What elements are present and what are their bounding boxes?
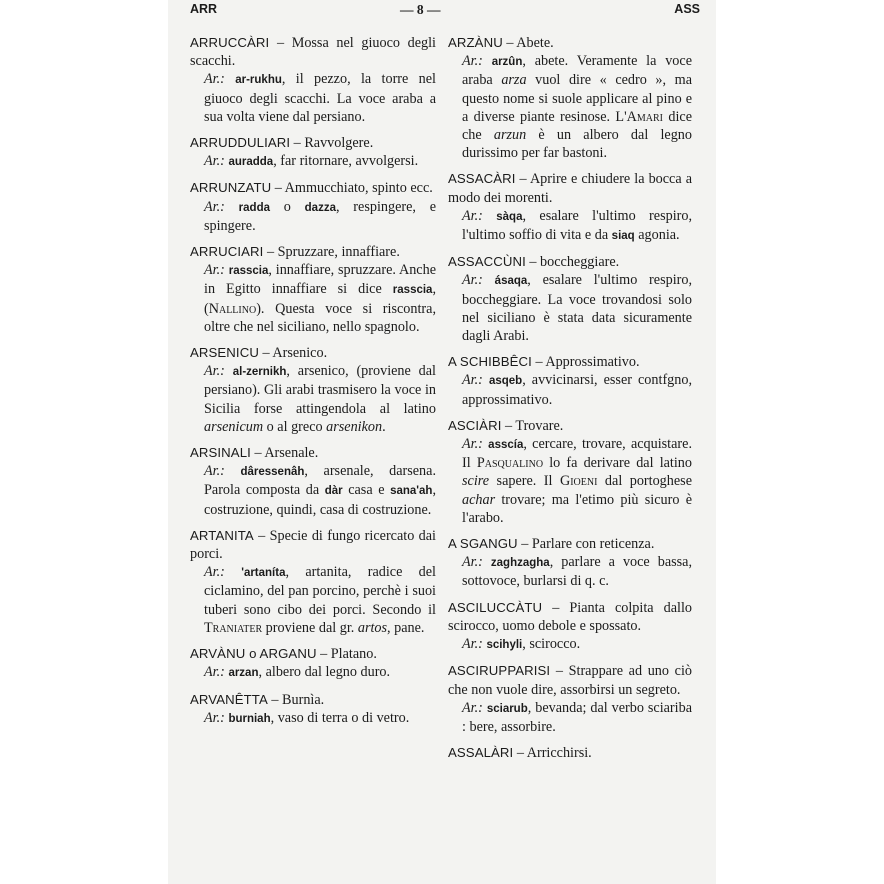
arabic-word: zaghzagha [490,557,550,570]
page-number: — 8 — [400,2,441,17]
greek-word: artos [357,619,388,636]
definition: Spruzzare, innaffiare. [277,244,400,261]
entry-headline: ARRUCCÀRI – Mossa nel giuoco degli scacchi. [190,35,436,70]
arabic-word: auradda [228,156,274,169]
entry-headline: ARRUDDULIARI – Ravvolgere. [190,135,374,152]
arabic-word: al-zernikh [232,366,287,379]
headword: ARRUCIARI [190,244,264,260]
entry-headline: ARZÀNU – Abete. [448,35,554,51]
headword: ASSACCÙNI [448,254,526,270]
headword: ASSALÀRI [448,745,514,761]
arabic-word: siaq [611,230,635,243]
page-header [190,2,700,22]
entry-headline: ASCILUCCÀTU – Pianta colpita dallo scirocco, uomo debole e spossato. [448,599,693,634]
entry-artanita [190,527,436,637]
entry-arruccari [190,34,436,126]
etymology: Ar.: rasscia, innaffiare, spruzzare. Anche in Egitto innaffiare si dice rasscia, (Nallino). Questa voce si riscontra, oltre che nel siciliano, nello spagnolo. [204,262,436,335]
author-name: Amari [626,108,663,125]
headword: ARVÀNU o ARGANU [190,646,317,662]
header-left-guide: ARR [190,2,218,16]
entry-headline: A SGANGU – Parlare con reticenza. [448,536,655,553]
left-column [190,34,436,736]
portuguese-word: achar [462,491,496,508]
etymology: Ar.: asscía, cercare, trovare, acquistare. Il Pasqualino lo fa derivare dal latino scire sapere. Il Gioeni dal portoghese achar trovare; ma l'etimo più sicuro è l'arabo. [462,436,692,526]
definition: Arricchirsi. [526,745,592,762]
entry-arsenicu [190,344,436,436]
entry-a-schibbeci [448,353,692,409]
entry-assacari [448,170,692,245]
arabic-word: radda [238,201,270,214]
definition: Arsenico. [272,345,328,362]
entry-arrunzatu [190,179,436,235]
author-name: Traniater [204,619,263,636]
etymology: Ar.: ar-rukhu, il pezzo, la torre nel giuoco degli scacchi. La voce araba a sua volta viene dal persiano. [204,71,436,125]
headword: ARZÀNU [448,35,503,50]
latin-word: arsenicum [204,418,264,435]
definition: Trovare. [515,417,564,434]
etymology: Ar.: auradda, far ritornare, avvolgersi. [204,153,419,170]
entry-assalari [448,744,692,762]
header-right-guide: ASS [674,2,700,16]
definition: Parlare con reticenza. [531,536,655,553]
entry-headline: ASSACÀRI – Aprire e chiudere la bocca a modo dei morenti. [448,171,693,206]
definition: Specie di fungo ricercato dai porci. [190,527,436,563]
entry-headline: A SCHIBBÊCI – Approssimativo. [448,354,640,371]
definition: Aprire e chiudere la bocca a modo dei morenti. [448,171,693,206]
arabic-word: dâressenâh [240,466,305,479]
etymology: Ar.: 'artaníta, artanita, radice del ciclamino, del pan porcino, perchè i suoi tuberi sono cibo dei porci. Secondo il Traniater proviene dal gr. artos, pane. [204,564,436,636]
entry-headline: ASSALÀRI – Arricchirsi. [448,745,592,762]
etymology: Ar.: ásaqa, esalare l'ultimo respiro, boccheggiare. La voce trovandosi solo nel siciliano è stata data sicuramente dagli Arabi. [462,272,693,345]
headword: ARRUNZATU [190,180,272,196]
entry-assaccuni [448,253,692,345]
arabic-word: burniah [228,712,271,725]
arabic-word: arzan [228,667,259,680]
definition: Platano. [330,646,377,663]
headword: ARTANITA [190,527,254,543]
entry-arruddulari [190,134,436,171]
arabic-word: scihyli [486,639,523,652]
headword: ARVANÊTTA [190,691,268,707]
etymology: Ar.: sàqa, esalare l'ultimo respiro, l'ultimo soffio di vita e da siaq agonia. [462,207,692,244]
entry-headline: ASSACCÙNI – boccheggiare. [448,254,620,271]
definition: Approssimativo. [545,354,640,371]
headword: ASCILUCCÀTU [448,599,543,615]
etymology: Ar.: dâressenâh, arsenale, darsena. Parola composta da dàr casa e sana'ah, costruzione, quindi, casa di costruzione. [204,463,436,518]
arabic-word: ar-rukhu [235,74,282,87]
definition: Arsenale. [264,445,319,462]
entry-headline: ARVÀNU o ARGANU – Platano. [190,646,377,663]
latin-word: scire [462,473,490,490]
entry-arsinali [190,444,436,519]
entry-ascirupparisi [448,662,692,736]
arabic-word: ásaqa [494,275,528,288]
arabic-word: dazza [304,201,336,214]
arabic-word: arzûn [491,56,523,69]
headword: ASSACÀRI [448,171,516,187]
headword: A SCHIBBÊCI [448,354,532,370]
headword: ARSENICU [190,345,259,361]
headword: ARRUDDULIARI [190,135,291,151]
entry-headline: ARTANITA – Specie di fungo ricercato dai porci. [190,527,436,563]
entry-a-sgangu [448,535,692,591]
author-name: Nallino [208,300,257,317]
arabic-word: sàqa [496,210,523,223]
arabic-word: 'artaníta [241,567,286,580]
entry-asciari [448,417,692,527]
arabic-word: sana'ah [390,485,433,498]
definition: Strappare ad uno ciò che non vuole dire, assorbirsi un segreto. [448,663,692,698]
etymology: Ar.: zaghzagha, parlare a voce bassa, sottovoce, burlarsi di q. c. [462,554,693,590]
definition: Pianta colpita dallo scirocco, uomo debole e spossato. [448,599,693,634]
arabic-word: rasscia [228,265,269,278]
etymology: Ar.: radda o dazza, respingere, e spingere. [204,198,437,234]
greek-word: arsenikon [326,418,383,435]
etymology: Ar.: arzûn, abete. Veramente la voce araba arza vuol dire « cedro », ma questo nome si suole applicare al pino e a diverse piante resinose. L'Amari dice che arzun è un albero dal legno durissimo per far bastoni. [462,53,692,162]
entry-headline: ASCIRUPPARISI – Strappare ad uno ciò che non vuole dire, assorbirsi un segreto. [448,663,692,698]
headword: ARRUCCÀRI [190,35,270,50]
etymology: Ar.: al-zernikh, arsenico, (proviene dal persiano). Gli arabi trasmisero la voce in Sicilia forse attingendola al latino arsenicum o al greco arsenikon. [204,363,436,435]
author-name: Pasqualino [476,455,544,472]
definition: Ravvolgere. [304,135,374,152]
definition: Mossa nel giuoco degli scacchi. [190,35,436,70]
etymology: Ar.: sciarub, bevanda; dal verbo sciariba : bere, assorbire. [462,699,692,735]
entry-headline: ARSENICU – Arsenico. [190,345,328,362]
entry-headline: ARVANÊTTA – Burnìa. [190,691,325,708]
arabic-italic-word: arza [501,72,527,89]
arabic-word: rasscia [392,284,433,297]
headword: ARSINALI [190,445,251,461]
entry-arruciari [190,243,436,336]
etymology: Ar.: arzan, albero dal legno duro. [204,664,391,681]
entry-asciluccatu [448,599,692,655]
arabic-word: asscía [488,439,524,452]
definition: Ammucchiato, spinto ecc. [284,180,433,197]
entry-arvanetta [190,691,436,728]
entry-arzanu [448,34,692,162]
entry-headline: ARRUCIARI – Spruzzare, innaffiare. [190,244,400,261]
headword: ASCIRUPPARISI [448,663,551,679]
arabic-word: sciarub [486,702,528,715]
headword: A SGANGU [448,536,518,552]
definition: Abete. [516,35,554,51]
definition: boccheggiare. [540,254,620,271]
entry-headline: ASCIÀRI – Trovare. [448,417,564,434]
headword: ASCIÀRI [448,417,502,433]
arabic-word: asqeb [488,375,523,388]
etymology: Ar.: burniah, vaso di terra o di vetro. [204,709,410,726]
entry-headline: ARSINALI – Arsenale. [190,445,319,462]
entry-headline: ARRUNZATU – Ammucchiato, spinto ecc. [190,180,433,197]
arabic-italic-word: arzun [493,127,527,144]
arabic-word: dàr [324,485,343,498]
right-column [448,34,692,770]
author-name: Gioeni [559,473,598,490]
definition: Burnìa. [282,691,325,708]
etymology: Ar.: asqeb, avvicinarsi, esser contfgno, approssimativo. [462,372,692,408]
etymology: Ar.: scihyli, scirocco. [462,636,581,653]
dictionary-page [168,0,716,884]
entry-arvanu [190,645,436,682]
